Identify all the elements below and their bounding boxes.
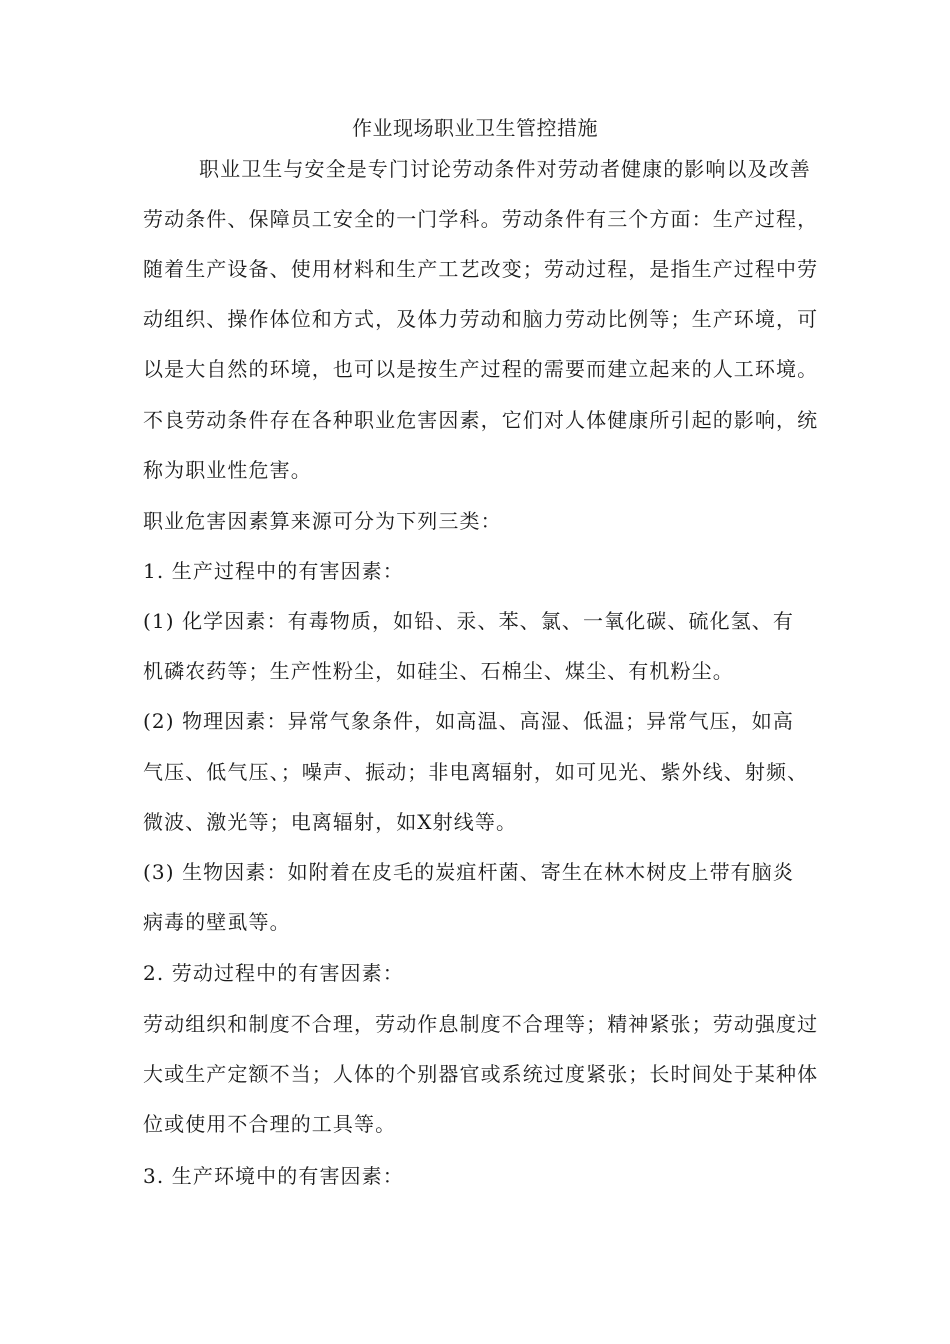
paragraph-line: 随着生产设备、使用材料和生产工艺改变；劳动过程，是指生产过程中劳	[143, 257, 819, 281]
paragraph-line: 劳动组织和制度不合理，劳动作息制度不合理等；精神紧张；劳动强度过	[143, 1012, 819, 1036]
list-item: (3) 生物因素：如附着在皮毛的炭疽杆菌、寄生在林木树皮上带有脑炎	[143, 860, 794, 884]
paragraph-line: 劳动条件、保障员工安全的一门学科。劳动条件有三个方面：生产过程，	[143, 207, 819, 231]
paragraph-line: 病毒的壁虱等。	[143, 910, 291, 934]
paragraph-line: 大或生产定额不当；人体的个别器官或系统过度紧张；长时间处于某种体	[143, 1062, 819, 1086]
paragraph-line: 以是大自然的环境，也可以是按生产过程的需要而建立起来的人工环境。	[143, 357, 819, 381]
list-item: (2) 物理因素：异常气象条件，如高温、高湿、低温；异常气压，如高	[143, 709, 794, 733]
section-heading: 1. 生产过程中的有害因素：	[143, 559, 404, 583]
paragraph-line: 气压、低气压、；噪声、振动；非电离辐射，如可见光、紫外线、射频、	[143, 760, 809, 784]
paragraph-line: 微波、激光等；电离辐射，如X射线等。	[143, 810, 518, 834]
section-heading: 3. 生产环境中的有害因素：	[143, 1164, 404, 1188]
section-heading: 2. 劳动过程中的有害因素：	[143, 961, 404, 985]
paragraph-line: 职业危害因素算来源可分为下列三类：	[143, 509, 502, 533]
document-title: 作业现场职业卫生管控措施	[352, 116, 598, 140]
paragraph-line: 动组织、操作体位和方式，及体力劳动和脑力劳动比例等；生产环境，可	[143, 307, 819, 331]
paragraph-line: 机磷农药等；生产性粉尘，如硅尘、石棉尘、煤尘、有机粉尘。	[143, 659, 734, 683]
paragraph-line: 不良劳动条件存在各种职业危害因素，它们对人体健康所引起的影响，统	[143, 408, 819, 432]
list-item: (1) 化学因素：有毒物质，如铅、汞、苯、氯、一氧化碳、硫化氢、有	[143, 609, 794, 633]
paragraph-line: 称为职业性危害。	[143, 458, 312, 482]
paragraph-line: 位或使用不合理的工具等。	[143, 1112, 397, 1136]
paragraph-line: 职业卫生与安全是专门讨论劳动条件对劳动者健康的影响以及改善	[199, 157, 811, 181]
